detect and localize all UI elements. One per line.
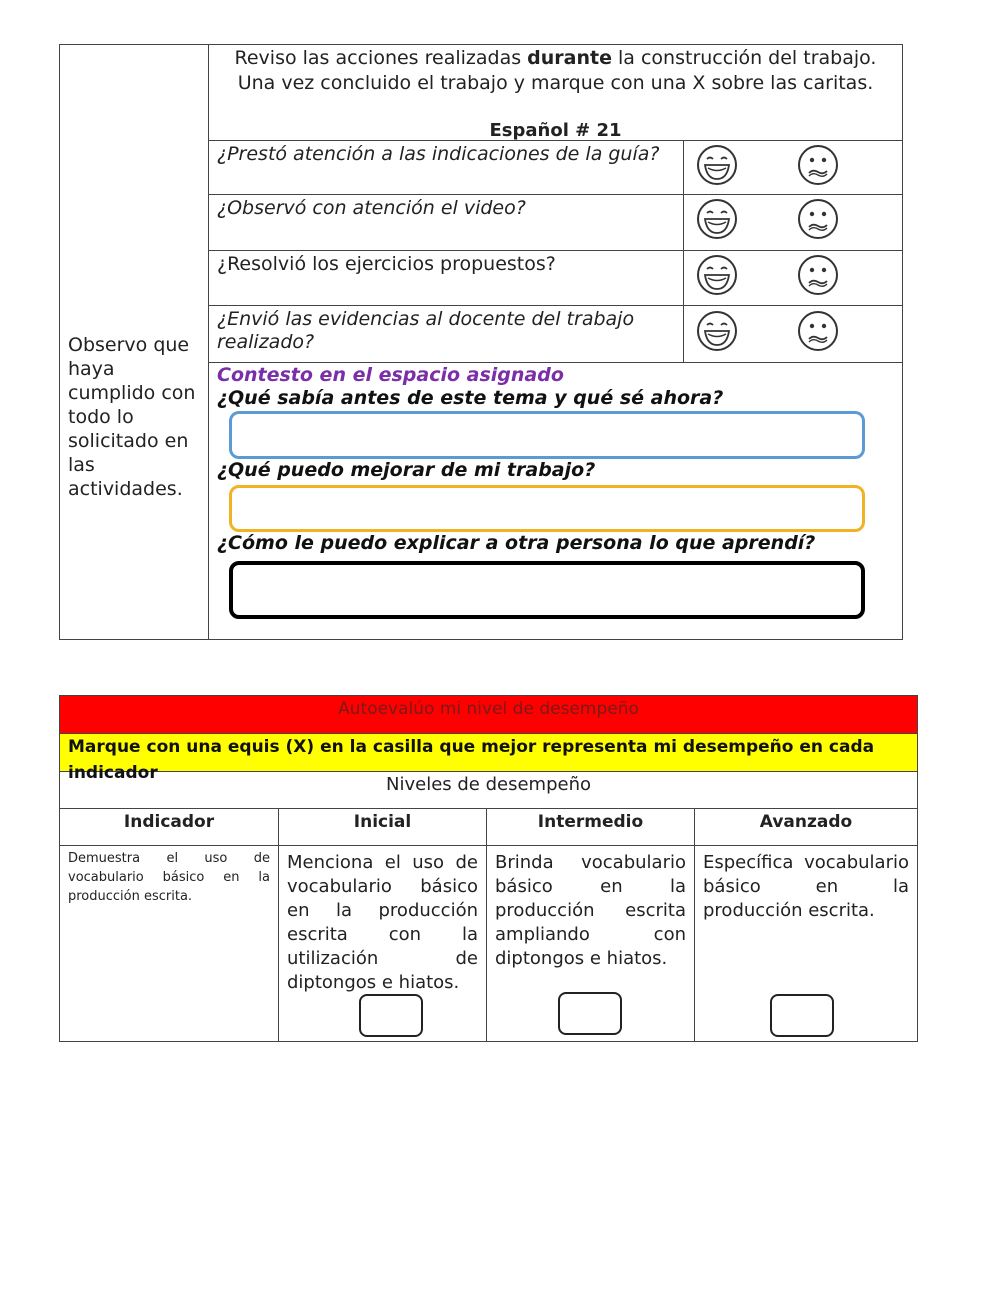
inicial-checkbox[interactable] bbox=[359, 994, 423, 1037]
levels-label: Niveles de desempeño bbox=[60, 772, 917, 809]
avanzado-checkbox[interactable] bbox=[770, 994, 834, 1037]
question-text: ¿Prestó atención a las indicaciones de la guía? bbox=[217, 143, 660, 165]
self-check-table bbox=[59, 44, 903, 640]
answer-box-1[interactable] bbox=[229, 411, 865, 459]
faces-cell bbox=[683, 251, 902, 305]
left-label-cell bbox=[60, 45, 209, 639]
sad-face-icon[interactable] bbox=[797, 254, 839, 296]
intermedio-checkbox[interactable] bbox=[558, 992, 622, 1035]
answer-box-2[interactable] bbox=[229, 485, 865, 532]
sad-face-icon[interactable] bbox=[797, 198, 839, 240]
happy-face-icon[interactable] bbox=[696, 310, 738, 352]
sad-face-icon[interactable] bbox=[797, 310, 839, 352]
reflection-question-3: ¿Cómo le puedo explicar a otra persona lo que aprendí? bbox=[217, 532, 816, 554]
column-header-inicial: Inicial bbox=[279, 809, 486, 846]
reflection-question-2: ¿Qué puedo mejorar de mi trabajo? bbox=[217, 459, 596, 481]
intermedio-text: Brinda vocabulario básico en la producción escrita ampliando con diptongos e hiatos. bbox=[495, 852, 686, 969]
inicial-text: Menciona el uso de vocabulario básico en la producción escrita con la utilización de diptongos e hiatos. bbox=[287, 852, 478, 993]
instructions-text-end: la construcción del trabajo. Una vez concluido el trabajo y marque con una X sobre las caritas. bbox=[237, 47, 877, 94]
happy-face-icon[interactable] bbox=[696, 144, 738, 186]
worksheet-subtitle: Español # 21 bbox=[489, 120, 622, 141]
reflection-section bbox=[209, 363, 902, 639]
question-text: ¿Envió las evidencias al docente del trabajo realizado? bbox=[217, 308, 635, 353]
faces-cell bbox=[683, 306, 902, 362]
question-row bbox=[209, 251, 902, 306]
faces-cell bbox=[683, 141, 902, 194]
question-text: ¿Resolvió los ejercicios propuestos? bbox=[217, 253, 556, 275]
instructions-text-start: Reviso las acciones realizadas bbox=[234, 47, 528, 69]
left-label-text: Observo que haya cumplido con todo lo solicitado en las actividades. bbox=[68, 334, 196, 500]
column-header-indicador: Indicador bbox=[60, 809, 278, 846]
instructions-header bbox=[209, 45, 902, 141]
instructions-bold-word: durante bbox=[527, 47, 612, 69]
reflection-instruction: Contesto en el espacio asignado bbox=[217, 364, 564, 386]
rubric-table bbox=[59, 695, 918, 1042]
inicial-column bbox=[279, 809, 487, 1041]
avanzado-column bbox=[695, 809, 917, 1041]
column-header-intermedio: Intermedio bbox=[487, 809, 694, 846]
avanzado-text: Específica vocabulario básico en la producción escrita. bbox=[703, 852, 909, 921]
question-row bbox=[209, 306, 902, 363]
rubric-instruction: Marque con una equis (X) en la casilla que mejor representa mi desempeño en cada indicador bbox=[60, 734, 917, 772]
faces-cell bbox=[683, 195, 902, 250]
rubric-title: Autoevalúo mi nivel de desempeño bbox=[60, 696, 917, 734]
question-text: ¿Observó con atención el video? bbox=[217, 197, 526, 219]
question-row bbox=[209, 141, 902, 195]
indicator-column bbox=[60, 809, 279, 1041]
sad-face-icon[interactable] bbox=[797, 144, 839, 186]
column-header-avanzado: Avanzado bbox=[695, 809, 917, 846]
answer-box-3[interactable] bbox=[229, 561, 865, 619]
happy-face-icon[interactable] bbox=[696, 254, 738, 296]
reflection-question-1: ¿Qué sabía antes de este tema y qué sé ahora? bbox=[217, 387, 724, 409]
indicator-text: Demuestra el uso de vocabulario básico en la producción escrita. bbox=[68, 851, 270, 904]
happy-face-icon[interactable] bbox=[696, 198, 738, 240]
question-row bbox=[209, 195, 902, 251]
intermedio-column bbox=[487, 809, 695, 1041]
